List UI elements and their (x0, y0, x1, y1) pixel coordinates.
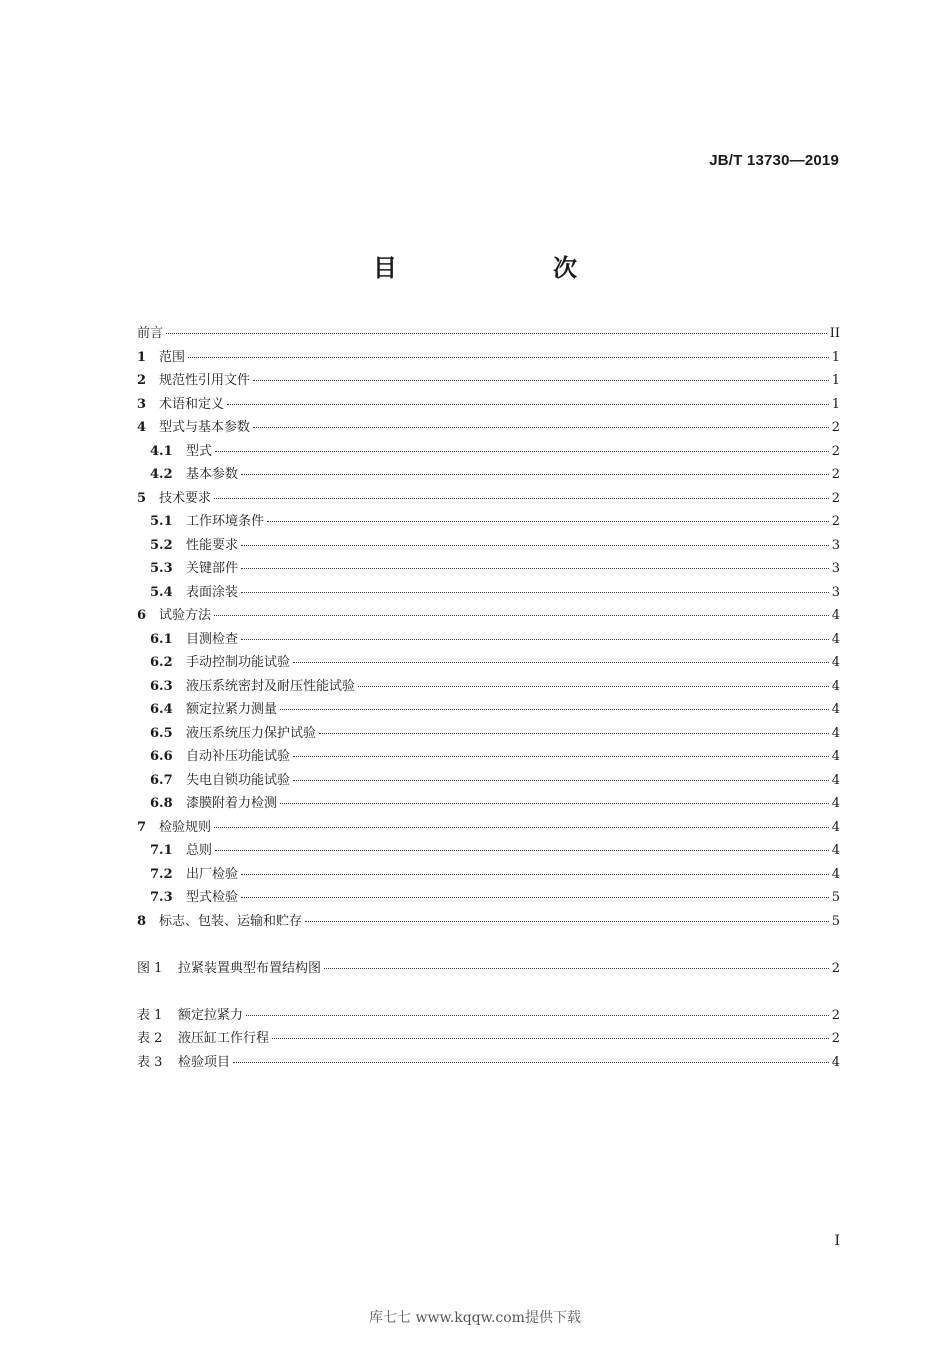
toc-entry[interactable] (137, 393, 840, 417)
toc-entry-page: 5 (831, 890, 840, 905)
toc-entry-label: 术语和定义 (159, 396, 225, 412)
toc-leader-dots (272, 1038, 829, 1039)
toc-entry-label: 出厂检验 (186, 866, 239, 882)
toc-entry[interactable] (137, 346, 840, 370)
toc-entry-page: 4 (831, 678, 840, 694)
toc-entry-label: 自动补压功能试验 (186, 749, 291, 764)
toc-entry[interactable] (137, 416, 840, 440)
toc-entry-number: 6.6 (150, 749, 173, 764)
toc-leader-dots (280, 803, 829, 804)
toc-leader-dots (214, 498, 829, 499)
toc-entry-label: 失电自锁功能试验 (186, 772, 291, 788)
toc-entry-page: 2 (831, 1007, 840, 1023)
toc-leader-dots (246, 1015, 829, 1016)
toc-entry-page: 3 (831, 584, 840, 600)
toc-entry-label: 型式与基本参数 (159, 420, 251, 435)
toc-leader-dots (166, 333, 827, 334)
toc-entry-label: 拉紧装置典型布置结构图 (178, 960, 322, 976)
toc-entry-number: 6 (137, 608, 147, 623)
toc-entry-page: 2 (831, 960, 840, 976)
toc-entry-number: 6.1 (150, 631, 173, 647)
toc-entry[interactable] (137, 1027, 840, 1051)
toc-entry-number: 2 (137, 373, 147, 388)
table-of-contents (137, 322, 840, 1074)
toc-entry-page: 4 (831, 772, 840, 788)
toc-entry-number: 5 (137, 490, 147, 506)
toc-entry-page: 4 (831, 843, 840, 858)
toc-entry-page: 4 (831, 866, 840, 882)
toc-entry[interactable] (137, 651, 840, 675)
page-title: 目 次 (373, 254, 613, 282)
toc-entry-label: 标志、包装、运输和贮存 (159, 913, 303, 929)
toc-entry[interactable] (137, 816, 840, 840)
toc-entry[interactable] (137, 440, 840, 464)
toc-leader-dots (188, 357, 829, 358)
toc-leader-dots (241, 568, 829, 569)
toc-sections (137, 322, 840, 933)
toc-entry-page: 2 (831, 514, 840, 529)
toc-leader-dots (324, 968, 829, 969)
toc-entry-label: 工作环境条件 (186, 514, 265, 529)
toc-entry[interactable] (137, 722, 840, 746)
toc-leader-dots (319, 733, 829, 734)
toc-entry-page: 3 (831, 537, 840, 553)
toc-entry-number: 5.2 (150, 537, 173, 553)
toc-entry-label: 漆膜附着力检测 (186, 796, 278, 811)
toc-entry-number: 7.1 (150, 843, 173, 858)
toc-entry-label: 液压系统压力保护试验 (186, 725, 317, 741)
toc-entry-number: 1 (137, 349, 147, 365)
page-number: I (834, 1233, 840, 1249)
toc-entry[interactable] (137, 957, 840, 981)
toc-leader-dots (227, 404, 829, 405)
toc-entry-page: 5 (831, 913, 840, 929)
toc-entry-number: 6.3 (150, 678, 173, 694)
toc-entry[interactable] (137, 534, 840, 558)
toc-entry-number: 6.7 (150, 772, 173, 788)
toc-entry-label: 总则 (186, 843, 213, 858)
toc-entry-label: 技术要求 (159, 490, 212, 506)
toc-entry-page: 1 (831, 373, 840, 388)
toc-entry[interactable] (137, 628, 840, 652)
toc-leader-dots (267, 521, 829, 522)
toc-entry[interactable] (137, 487, 840, 511)
toc-leader-dots (241, 874, 829, 875)
toc-entry-page: 4 (831, 655, 840, 670)
toc-entry-number: 表 2 (137, 1031, 163, 1046)
toc-entry-page: 4 (831, 1054, 840, 1070)
toc-entry-label: 额定拉紧力 (178, 1007, 244, 1023)
toc-leader-dots (253, 380, 829, 381)
toc-tables (137, 1004, 840, 1075)
toc-entry-page: 1 (831, 396, 840, 412)
toc-leader-dots (241, 474, 829, 475)
standard-code: JB/T 13730—2019 (709, 152, 839, 169)
toc-leader-dots (215, 451, 829, 452)
toc-entry-label: 检验规则 (159, 819, 212, 835)
toc-entry-page: 4 (831, 796, 840, 811)
toc-entry-number: 6.8 (150, 796, 173, 811)
toc-entry-page: 4 (831, 725, 840, 741)
toc-entry[interactable] (137, 839, 840, 863)
toc-entry-number: 6.2 (150, 655, 173, 670)
toc-entry-label: 液压系统密封及耐压性能试验 (186, 678, 356, 694)
toc-leader-dots (293, 780, 829, 781)
toc-entry-number: 表 1 (137, 1007, 163, 1023)
toc-leader-dots (305, 921, 829, 922)
toc-entry-page: 2 (831, 490, 840, 506)
toc-leader-dots (214, 615, 829, 616)
toc-leader-dots (241, 639, 829, 640)
toc-leader-dots (293, 756, 829, 757)
toc-entry[interactable] (137, 745, 840, 769)
toc-entry-label: 目测检查 (186, 631, 239, 647)
toc-entry-number: 5.4 (150, 584, 173, 600)
toc-entry-label: 型式检验 (186, 890, 239, 905)
toc-entry-label: 型式 (186, 443, 213, 459)
toc-entry-number: 3 (137, 396, 147, 412)
toc-leader-dots (280, 709, 829, 710)
toc-entry[interactable] (137, 581, 840, 605)
toc-entry[interactable] (137, 1004, 840, 1028)
toc-leader-dots (253, 427, 829, 428)
toc-entry[interactable] (137, 604, 840, 628)
toc-entry-page: 3 (831, 561, 840, 576)
toc-entry-label: 表面涂装 (186, 584, 239, 600)
toc-entry[interactable] (137, 675, 840, 699)
toc-entry-number: 表 3 (137, 1054, 163, 1070)
toc-entry-page: II (829, 326, 840, 341)
toc-entry[interactable] (137, 698, 840, 722)
toc-entry-page: 2 (831, 1031, 840, 1046)
toc-entry-number: 7.3 (150, 890, 173, 905)
toc-entry-number: 7 (137, 819, 147, 835)
toc-entry-page: 1 (831, 349, 840, 365)
toc-entry-label: 检验项目 (178, 1054, 231, 1070)
toc-entry[interactable] (137, 510, 840, 534)
toc-entry-page: 4 (831, 819, 840, 835)
toc-entry-label: 前言 (137, 326, 164, 341)
toc-leader-dots (215, 850, 829, 851)
toc-entry[interactable] (137, 322, 840, 346)
toc-leader-dots (214, 827, 829, 828)
toc-entry-number: 6.4 (150, 702, 173, 717)
toc-leader-dots (241, 897, 829, 898)
toc-entry[interactable] (137, 369, 840, 393)
toc-entry-number: 4 (137, 420, 147, 435)
toc-entry-page: 2 (831, 420, 840, 435)
toc-entry-number: 图 1 (137, 960, 163, 976)
toc-entry[interactable] (137, 463, 840, 487)
toc-entry[interactable] (137, 910, 840, 934)
toc-entry[interactable] (137, 557, 840, 581)
toc-leader-dots (241, 545, 829, 546)
toc-entry-label: 范围 (159, 349, 186, 365)
toc-leader-dots (241, 592, 829, 593)
toc-leader-dots (358, 686, 829, 687)
toc-entry-number: 8 (137, 913, 147, 929)
toc-entry-number: 7.2 (150, 866, 173, 882)
toc-entry[interactable] (137, 863, 840, 887)
toc-entry-number: 5.3 (150, 561, 173, 576)
toc-figures (137, 957, 840, 981)
toc-entry[interactable] (137, 769, 840, 793)
toc-entry-page: 4 (831, 749, 840, 764)
toc-entry-number: 4.1 (150, 443, 173, 459)
toc-entry-label: 试验方法 (159, 608, 212, 623)
toc-leader-dots (233, 1062, 829, 1063)
toc-entry-number: 4.2 (150, 467, 173, 482)
toc-entry[interactable] (137, 792, 840, 816)
toc-entry[interactable] (137, 886, 840, 910)
toc-entry-page: 2 (831, 443, 840, 459)
toc-entry-label: 手动控制功能试验 (186, 655, 291, 670)
toc-entry-page: 4 (831, 631, 840, 647)
toc-entry-number: 6.5 (150, 725, 173, 741)
toc-entry-label: 性能要求 (186, 537, 239, 553)
toc-entry-page: 4 (831, 608, 840, 623)
toc-entry-label: 关键部件 (186, 561, 239, 576)
toc-entry-label: 液压缸工作行程 (178, 1031, 270, 1046)
toc-leader-dots (293, 662, 829, 663)
toc-entry-page: 2 (831, 467, 840, 482)
toc-entry[interactable] (137, 1051, 840, 1075)
toc-entry-number: 5.1 (150, 514, 173, 529)
watermark-text: 库七七 www.kqqw.com提供下载 (369, 1310, 581, 1326)
toc-entry-label: 基本参数 (186, 467, 239, 482)
toc-entry-label: 额定拉紧力测量 (186, 702, 278, 717)
toc-entry-label: 规范性引用文件 (159, 373, 251, 388)
toc-entry-page: 4 (831, 702, 840, 717)
